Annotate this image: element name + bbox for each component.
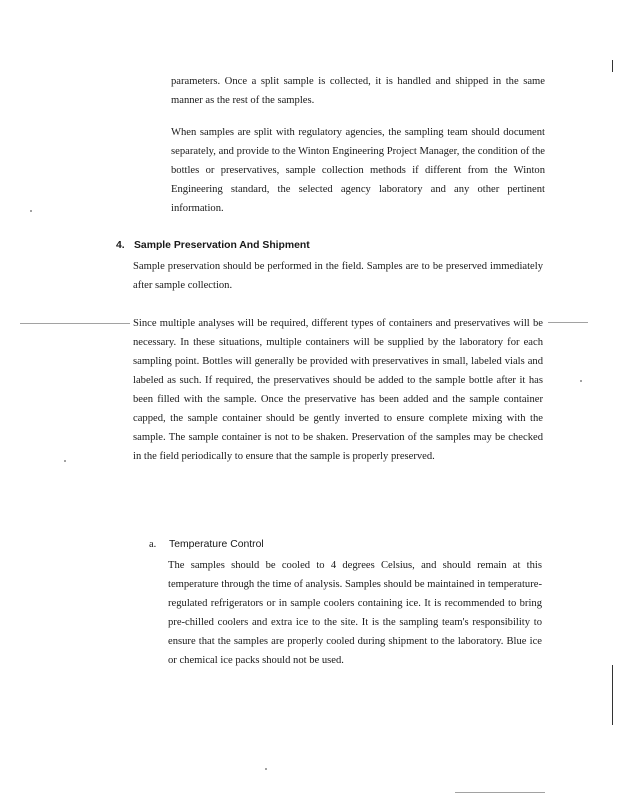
- scan-speck: [548, 322, 588, 323]
- scan-speck: [64, 460, 66, 462]
- scan-edge-line: [612, 665, 613, 725]
- scan-speck: [265, 768, 267, 770]
- scan-speck: [455, 792, 545, 793]
- paragraph-regulatory-split-samples: When samples are split with regulatory agencies, the sampling team should document separately, and provide to the Winton Engineering Project Manager, the condition of the bottles or preservatives, sample collection methods if different from the Winton Engineering standard, the selected agency laboratory and any other pertinent information.: [171, 127, 545, 214]
- paragraph-temperature-control: The samples should be cooled to 4 degrees Celsius, and should remain at this temperature through the time of analysis. Samples should be maintained in temperature-regulated refrigerators or in sample coolers containing ice. It is recommended to bring pre-chilled coolers and extra ice to the site. It is the sampling team's responsibility to ensure that the samples are properly cooled during shipment to the laboratory. Blue ice or chemical ice packs should not be used.: [168, 560, 542, 666]
- paragraph-preservation-intro: Sample preservation should be performed in the field. Samples are to be preserved immediately after sample collection.: [133, 261, 543, 291]
- section-heading-sample-preservation: [116, 239, 310, 253]
- scan-speck: [30, 210, 32, 212]
- scan-speck: [20, 323, 130, 324]
- subsection-title: Temperature Control: [169, 539, 264, 550]
- scan-speck: [580, 380, 582, 382]
- section-number: 4.: [116, 240, 125, 251]
- paragraph-multiple-analyses: Since multiple analyses will be required, different types of containers and preservatives will be necessary. In these situations, multiple containers will be supplied by the laboratory for each sampling point. Bottles will generally be provided with preservatives in small, labeled vials and labeled as such. If required, the preservatives should be added to the sample bottle after it has been filled with the sample. Once the preservative has been added and the sample container capped, the sample container should be gently inverted to ensure complete mixing with the sample. The sample container is not to be shaken. Preservation of the samples may be checked in the field periodically to ensure that the sample is properly preserved.: [133, 318, 543, 462]
- subsection-heading-temperature-control: [149, 538, 264, 552]
- subsection-letter: a.: [149, 539, 157, 550]
- section-title: Sample Preservation And Shipment: [134, 240, 310, 251]
- scan-edge-line: [612, 60, 613, 72]
- paragraph-split-sample-handling: parameters. Once a split sample is collected, it is handled and shipped in the same manner as the rest of the samples.: [171, 76, 545, 106]
